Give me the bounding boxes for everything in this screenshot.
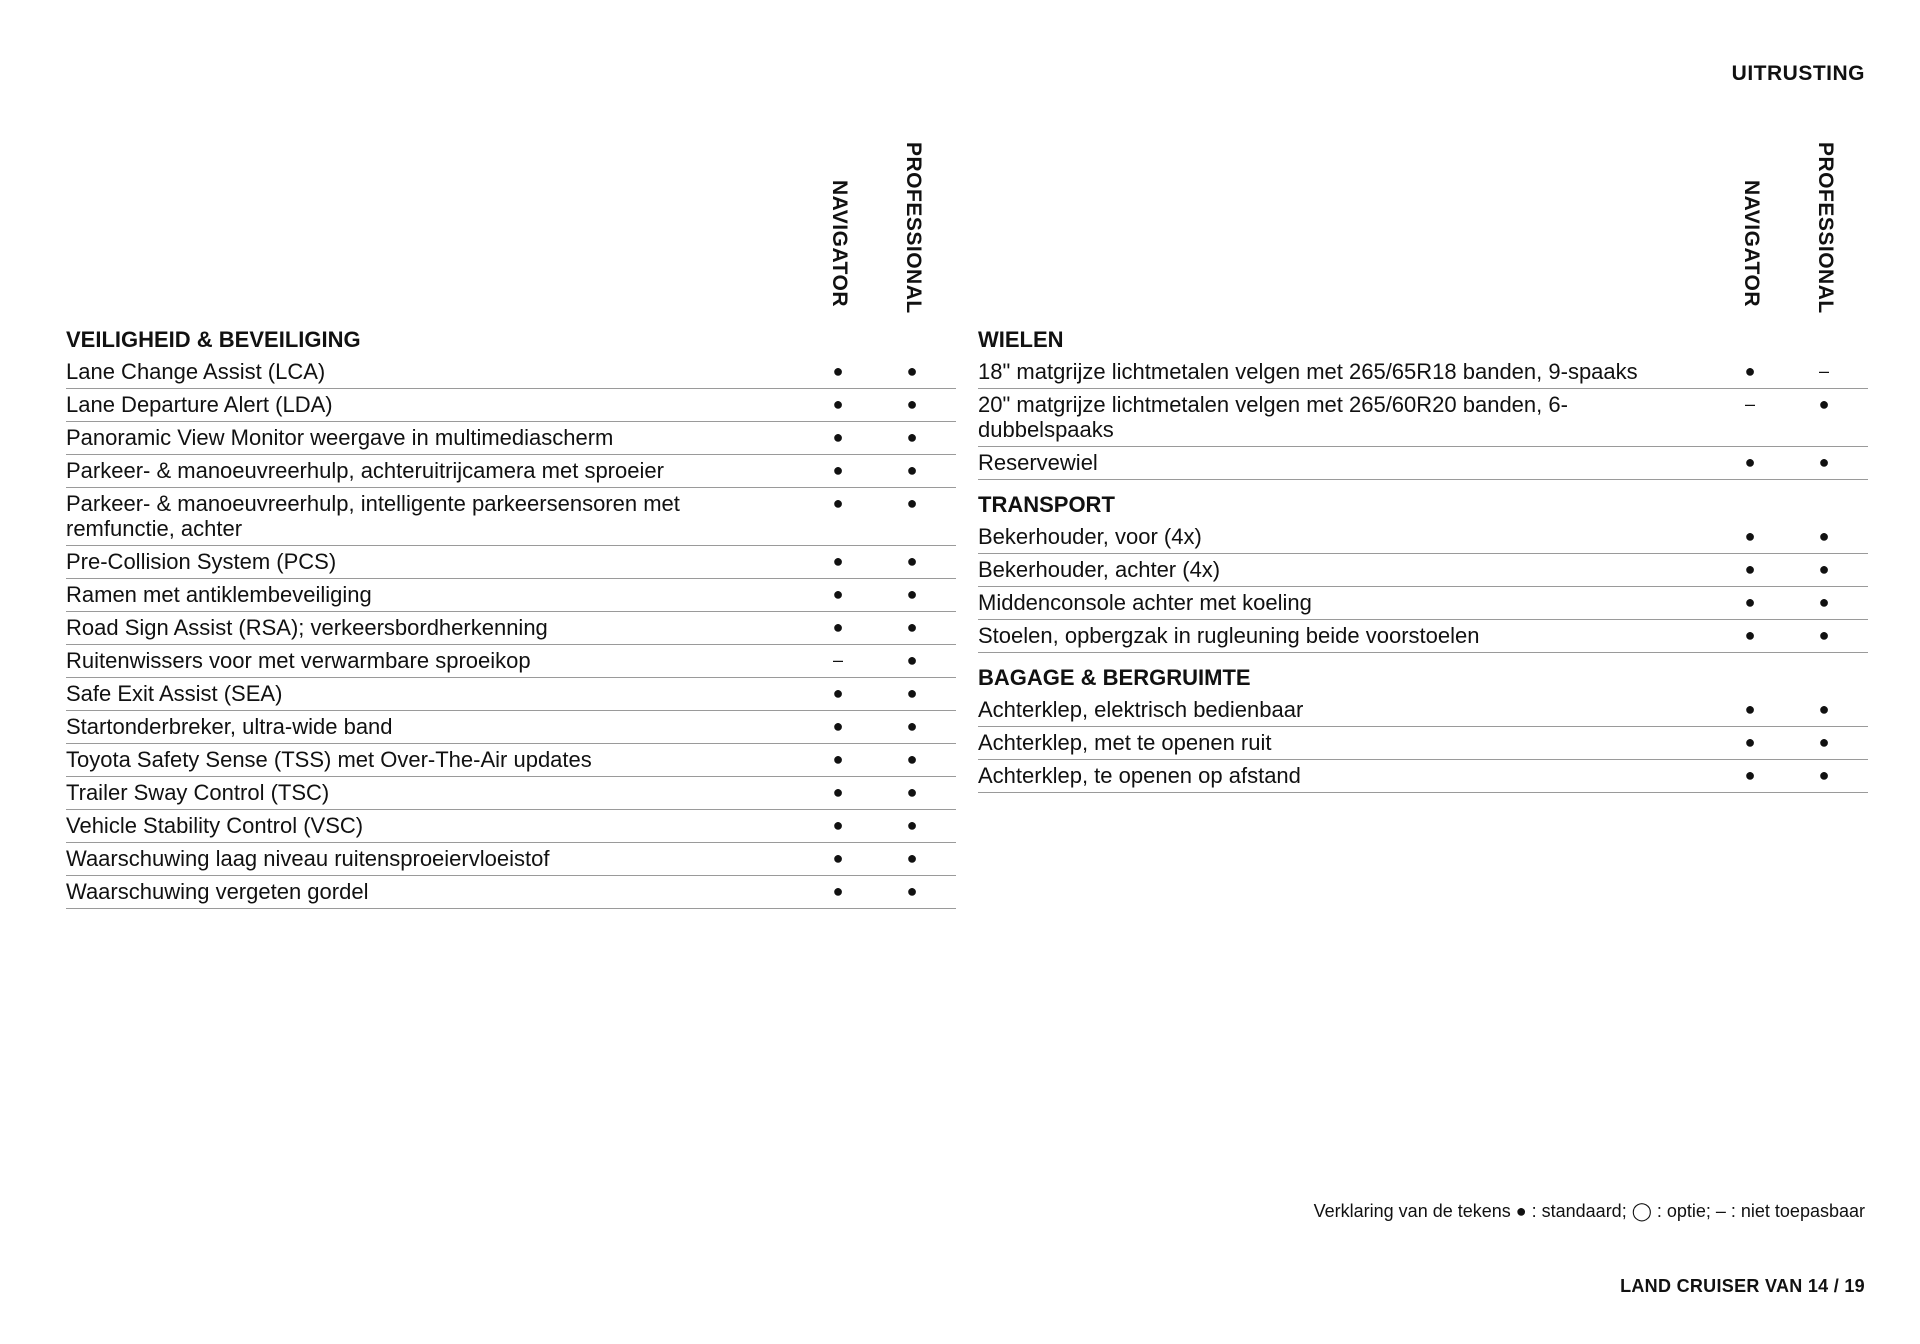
navigator-mark: ● <box>832 617 844 637</box>
table-row <box>978 447 1868 480</box>
feature-label: Achterklep, elektrisch bedienbaar <box>978 697 1304 722</box>
table-row <box>978 694 1868 727</box>
group-title: TRANSPORT <box>978 492 1115 517</box>
table-row <box>66 843 956 876</box>
table-row <box>978 356 1868 389</box>
group-title: WIELEN <box>978 327 1064 352</box>
table-row <box>66 546 956 579</box>
table-row <box>66 422 956 455</box>
feature-label: Stoelen, opbergzak in rugleuning beide voorstoelen <box>978 623 1480 648</box>
navigator-mark: ● <box>1744 361 1756 381</box>
feature-label: Bekerhouder, achter (4x) <box>978 557 1221 582</box>
table-row <box>66 579 956 612</box>
column-header-navigator: NAVIGATOR <box>1740 179 1763 307</box>
feature-label: Reservewiel <box>978 450 1098 475</box>
table-row <box>66 645 956 678</box>
feature-label: Panoramic View Monitor weergave in multimediascherm <box>66 425 614 450</box>
professional-mark: ● <box>1818 699 1830 719</box>
navigator-mark: – <box>1744 394 1755 414</box>
feature-label: Road Sign Assist (RSA); verkeersbordherkenning <box>66 615 548 640</box>
professional-mark: ● <box>906 716 918 736</box>
professional-mark: ● <box>1818 526 1830 546</box>
professional-mark: ● <box>1818 452 1830 472</box>
professional-mark: ● <box>906 394 918 414</box>
professional-mark: ● <box>906 782 918 802</box>
column-header-navigator: NAVIGATOR <box>828 179 851 307</box>
feature-label: Toyota Safety Sense (TSS) met Over-The-Air updates <box>66 747 592 772</box>
navigator-mark: ● <box>832 427 844 447</box>
feature-label: Safe Exit Assist (SEA) <box>66 681 283 706</box>
group-title: BAGAGE & BERGRUIMTE <box>978 665 1251 690</box>
right-table <box>978 325 1868 793</box>
navigator-mark: ● <box>832 848 844 868</box>
professional-mark: ● <box>906 848 918 868</box>
professional-mark: ● <box>1818 592 1830 612</box>
navigator-mark: ● <box>832 815 844 835</box>
professional-mark: ● <box>906 683 918 703</box>
professional-mark: ● <box>1818 625 1830 645</box>
feature-label: Lane Departure Alert (LDA) <box>66 392 333 417</box>
feature-label: Achterklep, te openen op afstand <box>978 763 1301 788</box>
table-row <box>978 587 1868 620</box>
table-row <box>66 777 956 810</box>
feature-label: Vehicle Stability Control (VSC) <box>66 813 364 838</box>
professional-mark: ● <box>906 551 918 571</box>
navigator-mark: ● <box>832 716 844 736</box>
navigator-mark: – <box>832 650 843 670</box>
professional-mark: ● <box>906 493 918 513</box>
professional-mark: ● <box>906 650 918 670</box>
navigator-mark: ● <box>1744 559 1756 579</box>
professional-mark: – <box>1818 361 1829 381</box>
right-column-header <box>978 142 1868 314</box>
table-row <box>66 389 956 422</box>
table-row <box>978 554 1868 587</box>
table-row <box>978 620 1868 653</box>
table-row <box>978 521 1868 554</box>
feature-label: Middenconsole achter met koeling <box>978 590 1312 615</box>
page-footer: LAND CRUISER VAN 14 / 19 <box>1620 1276 1865 1296</box>
feature-label: Ruitenwissers voor met verwarmbare sproeikop <box>66 648 531 673</box>
section-label: UITRUSTING <box>1731 62 1865 85</box>
group-title: VEILIGHEID & BEVEILIGING <box>66 327 361 352</box>
feature-label: Achterklep, met te openen ruit <box>978 730 1272 755</box>
professional-mark: ● <box>906 617 918 637</box>
table-row <box>66 455 956 488</box>
navigator-mark: ● <box>832 493 844 513</box>
table-row <box>66 744 956 777</box>
table-row <box>66 810 956 843</box>
professional-mark: ● <box>1818 765 1830 785</box>
navigator-mark: ● <box>832 749 844 769</box>
left-column-header <box>66 142 956 314</box>
navigator-mark: ● <box>1744 592 1756 612</box>
professional-mark: ● <box>1818 394 1830 414</box>
navigator-mark: ● <box>1744 526 1756 546</box>
navigator-mark: ● <box>832 460 844 480</box>
feature-label: 18" matgrijze lichtmetalen velgen met 265/65R18 banden, 9-spaaks <box>978 359 1638 384</box>
feature-label: 20" matgrijze lichtmetalen velgen met 265/60R20 banden, 6-dubbelspaaks <box>978 392 1568 442</box>
navigator-mark: ● <box>1744 625 1756 645</box>
professional-mark: ● <box>1818 559 1830 579</box>
table-row <box>978 727 1868 760</box>
professional-mark: ● <box>906 584 918 604</box>
navigator-mark: ● <box>1744 765 1756 785</box>
navigator-mark: ● <box>1744 452 1756 472</box>
table-row <box>66 356 956 389</box>
table-row <box>66 612 956 645</box>
feature-label: Pre-Collision System (PCS) <box>66 549 337 574</box>
feature-label: Waarschuwing vergeten gordel <box>66 879 369 904</box>
legend: Verklaring van de tekens ● : standaard; ◯ : optie; – : niet toepasbaar <box>1313 1201 1865 1221</box>
left-table <box>66 325 956 909</box>
professional-mark: ● <box>906 881 918 901</box>
feature-label: Parkeer- & manoeuvreerhulp, intelligente parkeersensoren met remfunctie, achter <box>66 491 680 541</box>
feature-label: Parkeer- & manoeuvreerhulp, achteruitrijcamera met sproeier <box>66 458 664 483</box>
navigator-mark: ● <box>832 551 844 571</box>
column-header-professional: PROFESSIONAL <box>902 142 925 314</box>
navigator-mark: ● <box>832 584 844 604</box>
table-row <box>66 711 956 744</box>
navigator-mark: ● <box>832 683 844 703</box>
feature-label: Waarschuwing laag niveau ruitensproeiervloeistof <box>66 846 550 871</box>
navigator-mark: ● <box>1744 699 1756 719</box>
table-row <box>978 760 1868 793</box>
professional-mark: ● <box>906 815 918 835</box>
navigator-mark: ● <box>832 361 844 381</box>
professional-mark: ● <box>906 427 918 447</box>
professional-mark: ● <box>906 361 918 381</box>
column-header-professional: PROFESSIONAL <box>1814 142 1837 314</box>
feature-label: Bekerhouder, voor (4x) <box>978 524 1202 549</box>
feature-label: Startonderbreker, ultra-wide band <box>66 714 393 739</box>
table-row <box>66 488 956 546</box>
table-row <box>66 876 956 909</box>
navigator-mark: ● <box>832 782 844 802</box>
navigator-mark: ● <box>1744 732 1756 752</box>
table-row <box>66 678 956 711</box>
professional-mark: ● <box>906 460 918 480</box>
feature-label: Trailer Sway Control (TSC) <box>66 780 330 805</box>
feature-label: Lane Change Assist (LCA) <box>66 359 326 384</box>
professional-mark: ● <box>906 749 918 769</box>
feature-label: Ramen met antiklembeveiliging <box>66 582 372 607</box>
navigator-mark: ● <box>832 881 844 901</box>
professional-mark: ● <box>1818 732 1830 752</box>
navigator-mark: ● <box>832 394 844 414</box>
table-row <box>978 389 1868 447</box>
